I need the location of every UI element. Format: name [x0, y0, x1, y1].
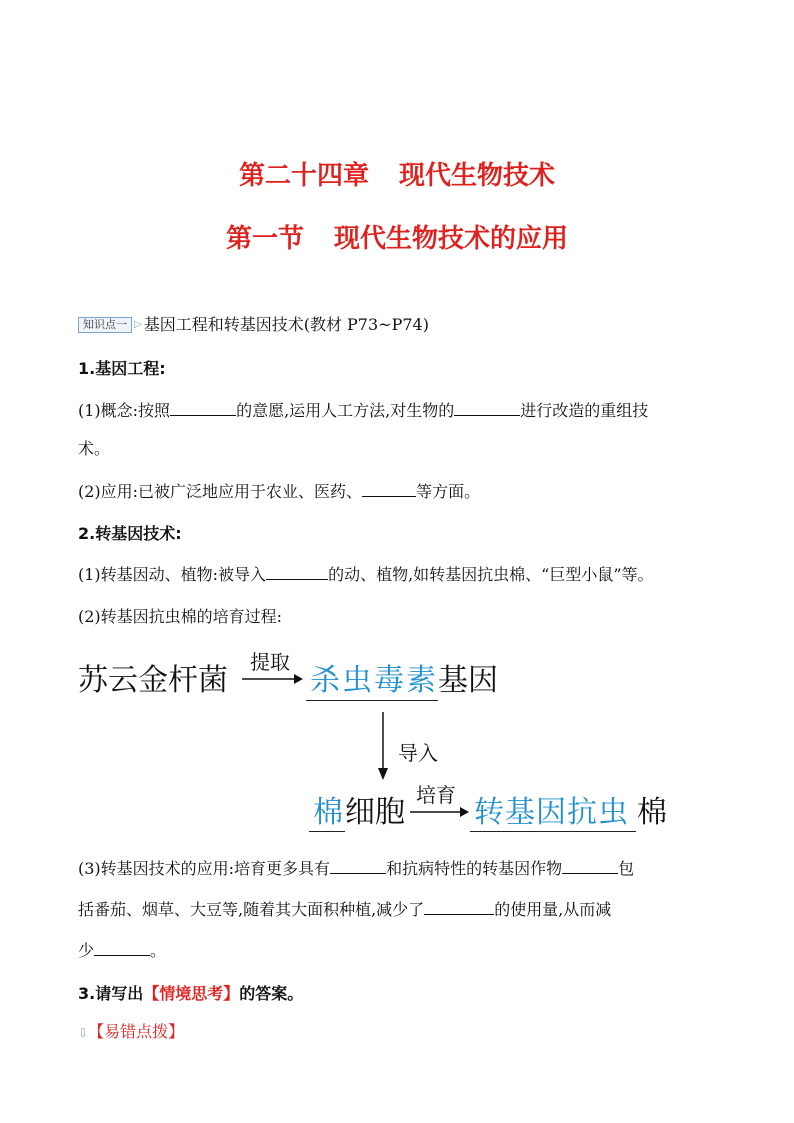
section-title: [0, 218, 794, 255]
cell-underline: [309, 831, 345, 832]
text-span: 括番茄、烟草、大豆等,随着其大面积种植,减少了: [78, 900, 425, 919]
text-span: (3)转基因技术的应用:培育更多具有: [78, 859, 331, 878]
arrow2-label: 导入: [398, 741, 438, 765]
answer-blank[interactable]: [94, 941, 150, 956]
item1-line1-cont: 术。: [78, 439, 111, 458]
chapter-name: 现代生物技术: [399, 161, 556, 191]
gene-suffix: 基因: [438, 663, 498, 698]
arrow1-icon: [240, 672, 304, 686]
situation-thinking-highlight: 【情境思考】: [143, 984, 240, 1003]
text-span: (1)转基因动、植物:被导入: [78, 565, 267, 584]
text-span: 等方面。: [416, 482, 481, 501]
arrow2-icon: [375, 710, 391, 782]
chapter-number: 第二十四章: [238, 161, 369, 191]
gene-underline: [306, 700, 438, 701]
arrow3-label: 培育: [416, 783, 456, 807]
tip-label: 【易错点拨】: [88, 1022, 185, 1041]
result-fill-answer: 转基因抗虫: [474, 795, 629, 830]
item2-line2: (2)转基因抗虫棉的培育过程:: [78, 607, 283, 626]
item2-line1: [78, 564, 654, 586]
result-suffix: 棉: [637, 795, 667, 830]
item1-line2: [78, 481, 480, 503]
text-span: (1)概念:按照: [78, 401, 171, 420]
text-span: 包: [618, 859, 635, 878]
text-span: 的答案。: [239, 984, 304, 1003]
section-number: 第一节: [225, 224, 304, 254]
answer-blank[interactable]: [562, 859, 618, 874]
tip-icon: ⇩: [78, 1026, 89, 1040]
cell-fill-answer: 棉: [313, 795, 343, 830]
cell-suffix: 细胞: [345, 795, 405, 830]
item2-heading: 2.转基因技术:: [78, 524, 182, 543]
text-span: 的使用量,从而减: [494, 900, 612, 919]
answer-blank[interactable]: [266, 565, 328, 580]
gene-fill-answer: 杀虫毒素: [310, 663, 438, 698]
text-span: 。: [150, 941, 167, 960]
chapter-title: [0, 155, 794, 192]
text-span: 进行改造的重组技: [520, 401, 649, 420]
arrow3-icon: [408, 805, 470, 819]
knowledge-point-text: 基因工程和转基因技术(教材 P73~P74): [143, 315, 429, 334]
answer-blank[interactable]: [362, 482, 416, 497]
diagram-source: 苏云金杆菌: [78, 663, 228, 698]
item2-3-line1: [78, 858, 634, 880]
badge-arrow-icon: ▷: [134, 319, 142, 330]
answer-blank[interactable]: [170, 401, 236, 416]
answer-blank[interactable]: [330, 859, 386, 874]
text-span: 3.请写出: [78, 984, 144, 1003]
text-span: 少: [78, 941, 95, 960]
item1-line1: [78, 400, 648, 422]
result-underline: [470, 831, 636, 832]
text-span: 和抗病特性的转基因作物: [386, 859, 563, 878]
knowledge-point-heading: [78, 314, 429, 336]
answer-blank[interactable]: [454, 401, 520, 416]
text-span: 的意愿,运用人工方法,对生物的: [236, 401, 455, 420]
knowledge-point-badge: 知识点一: [78, 317, 132, 333]
item1-heading: 1.基因工程:: [78, 359, 166, 378]
item2-3-line3: [78, 940, 166, 962]
arrow1-label: 提取: [250, 650, 290, 674]
text-span: 的动、植物,如转基因抗虫棉、“巨型小鼠”等。: [328, 565, 654, 584]
item2-3-line2: [78, 899, 611, 921]
text-span: (2)应用:已被广泛地应用于农业、医药、: [78, 482, 363, 501]
answer-blank[interactable]: [424, 900, 494, 915]
error-tip: [78, 1021, 184, 1044]
section-name: 现代生物技术的应用: [334, 224, 569, 254]
item3-line: [78, 983, 303, 1005]
